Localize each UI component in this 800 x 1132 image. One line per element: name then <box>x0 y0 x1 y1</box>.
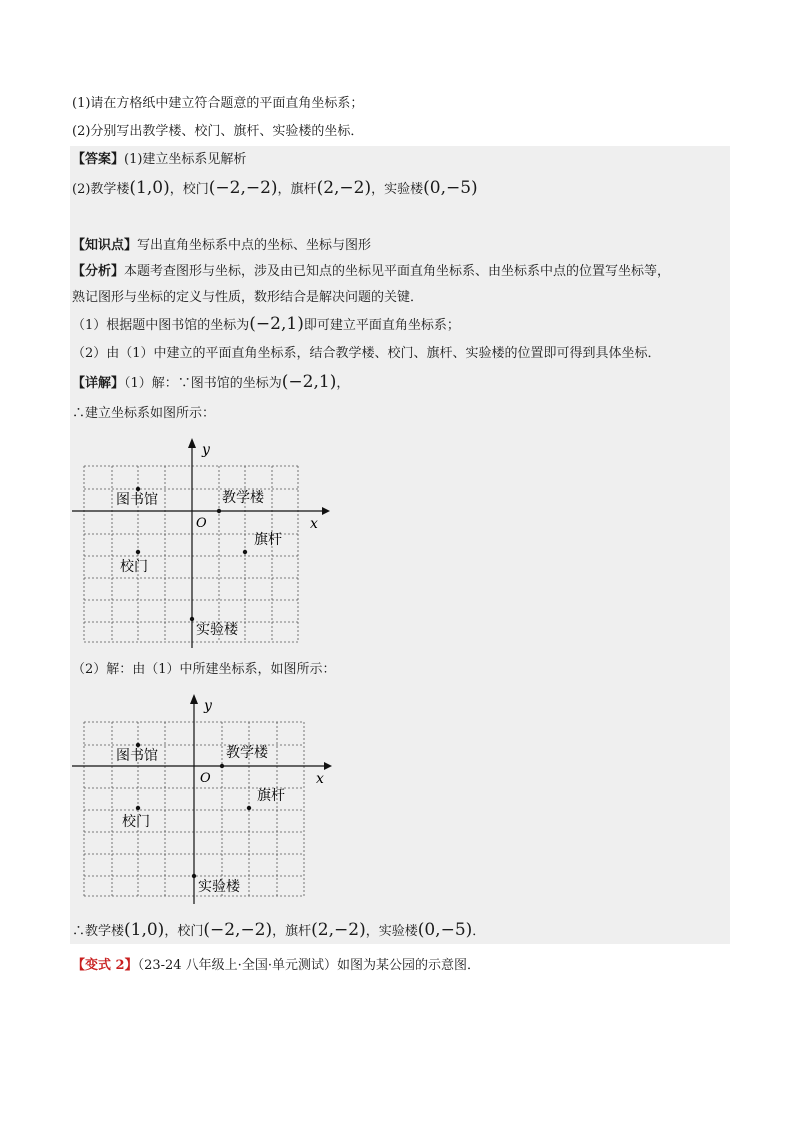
analysis-text-1: 本题考查图形与坐标，涉及由已知点的坐标见平面直角坐标系、由坐标系中点的位置写坐标等， <box>124 264 671 279</box>
library-label-2: 图书馆 <box>116 748 158 764</box>
analysis-step-2: （2）由（1）中建立的平面直角坐标系，结合教学楼、校门、旗杆、实验楼的位置即可得到具体坐标． <box>72 346 661 361</box>
y-axis-label: y <box>202 442 210 458</box>
answer-line-2 <box>72 178 478 200</box>
knowledge-text: 写出直角坐标系中点的坐标、坐标与图形 <box>137 238 372 253</box>
flagpole-label: 旗杆 <box>254 532 282 548</box>
final-gate-coord: (−2,−2) <box>203 920 273 940</box>
detail-line-1 <box>72 372 349 394</box>
teaching-point <box>217 509 221 513</box>
x-axis-arrow <box>322 507 330 515</box>
analysis-line-1 <box>72 262 670 282</box>
variant-source: （23-24 八年级上·全国·单元测试） <box>137 958 337 973</box>
y-axis-arrow-2 <box>190 694 198 704</box>
gate-label: 校门 <box>120 559 148 575</box>
detail-part-2: （2）解：由（1）中所建坐标系，如图所示： <box>72 662 336 677</box>
final-teaching-label: ∴教学楼 <box>72 924 125 939</box>
coordinate-figure-2-svg <box>72 692 342 906</box>
flagpole-point-2 <box>247 806 251 810</box>
library-point <box>136 487 140 491</box>
teaching-label: 教学楼 <box>222 490 264 506</box>
origin-label-2: O <box>200 771 211 786</box>
answer-flag-coord: (2,−2) <box>316 178 372 198</box>
final-end: ． <box>472 924 486 939</box>
coordinate-figure-1-svg <box>72 436 342 650</box>
answer-flag-label: ，旗杆 <box>277 182 317 197</box>
x-axis-label: x <box>310 516 318 532</box>
answer-bracket: 【答案】 <box>72 152 125 167</box>
knowledge-bracket: 【知识点】 <box>72 238 138 253</box>
lab-label: 实验楼 <box>196 622 238 638</box>
gate-point-2 <box>136 806 140 810</box>
library-label: 图书馆 <box>116 492 158 508</box>
final-teaching-coord: (1,0) <box>124 920 165 940</box>
answer-gate-label: ，校门 <box>169 182 209 197</box>
lab-label-2: 实验楼 <box>198 879 240 895</box>
y-axis-arrow <box>188 438 196 448</box>
coordinate-figure-1 <box>72 436 342 654</box>
detail-library-coord: (−2,1) <box>281 372 337 392</box>
variant-line <box>72 956 480 976</box>
question-part-1: (1)请在方格纸中建立符合题意的平面直角坐标系； <box>72 96 364 111</box>
flagpole-label-2: 旗杆 <box>257 788 285 804</box>
answer-lab-coord: (0,−5) <box>423 178 478 198</box>
answer-part-1: (1)建立坐标系见解析 <box>124 152 247 167</box>
variant-text: 如图为某公园的示意图． <box>336 958 480 973</box>
final-flag-coord: (2,−2) <box>311 920 366 940</box>
detail-bracket: 【详解】 <box>72 376 125 391</box>
teaching-point-2 <box>220 764 224 768</box>
final-answer-line <box>72 920 485 942</box>
final-gate-label: ，校门 <box>164 924 204 939</box>
knowledge-line <box>72 236 371 256</box>
coordinate-figure-2 <box>72 692 342 910</box>
lab-point <box>190 617 194 621</box>
analysis-bracket: 【分析】 <box>72 264 125 279</box>
answer-lab-label: ，实验楼 <box>371 182 424 197</box>
x-axis-label-2: x <box>316 771 324 787</box>
gate-point <box>136 550 140 554</box>
detail-p1-pre: （1）解：∵图书馆的坐标为 <box>124 376 282 391</box>
x-axis-arrow-2 <box>324 762 332 770</box>
final-lab-coord: (0,−5) <box>417 920 473 940</box>
teaching-label-2: 教学楼 <box>226 745 268 761</box>
final-flag-label: ，旗杆 <box>272 924 312 939</box>
analysis-step-1 <box>72 314 460 336</box>
detail-p1-post: ， <box>336 376 350 391</box>
flagpole-point <box>243 550 247 554</box>
analysis-step-1-pre: （1）根据题中图书馆的坐标为 <box>72 318 250 333</box>
analysis-line-2: 熟记图形与坐标的定义与性质，数形结合是解决问题的关键． <box>72 290 424 305</box>
analysis-step-1-post: 即可建立平面直角坐标系； <box>303 318 460 333</box>
origin-label: O <box>196 516 207 531</box>
lab-point-2 <box>192 874 196 878</box>
answer-gate-coord: (−2,−2) <box>208 178 278 198</box>
library-point-2 <box>136 743 140 747</box>
answer-teaching-coord: (1,0) <box>129 178 170 198</box>
answer-line-1 <box>72 150 246 170</box>
question-part-2: (2)分别写出教学楼、校门、旗杆、实验楼的坐标． <box>72 124 364 139</box>
final-lab-label: ，实验楼 <box>365 924 418 939</box>
detail-line-2: ∴建立坐标系如图所示： <box>72 406 216 421</box>
answer-teaching-label: (2)教学楼 <box>72 182 130 197</box>
y-axis-label-2: y <box>204 698 212 714</box>
analysis-library-coord: (−2,1) <box>249 314 304 334</box>
variant-bracket: 【变式 2】 <box>72 958 138 973</box>
gate-label-2: 校门 <box>122 814 150 830</box>
